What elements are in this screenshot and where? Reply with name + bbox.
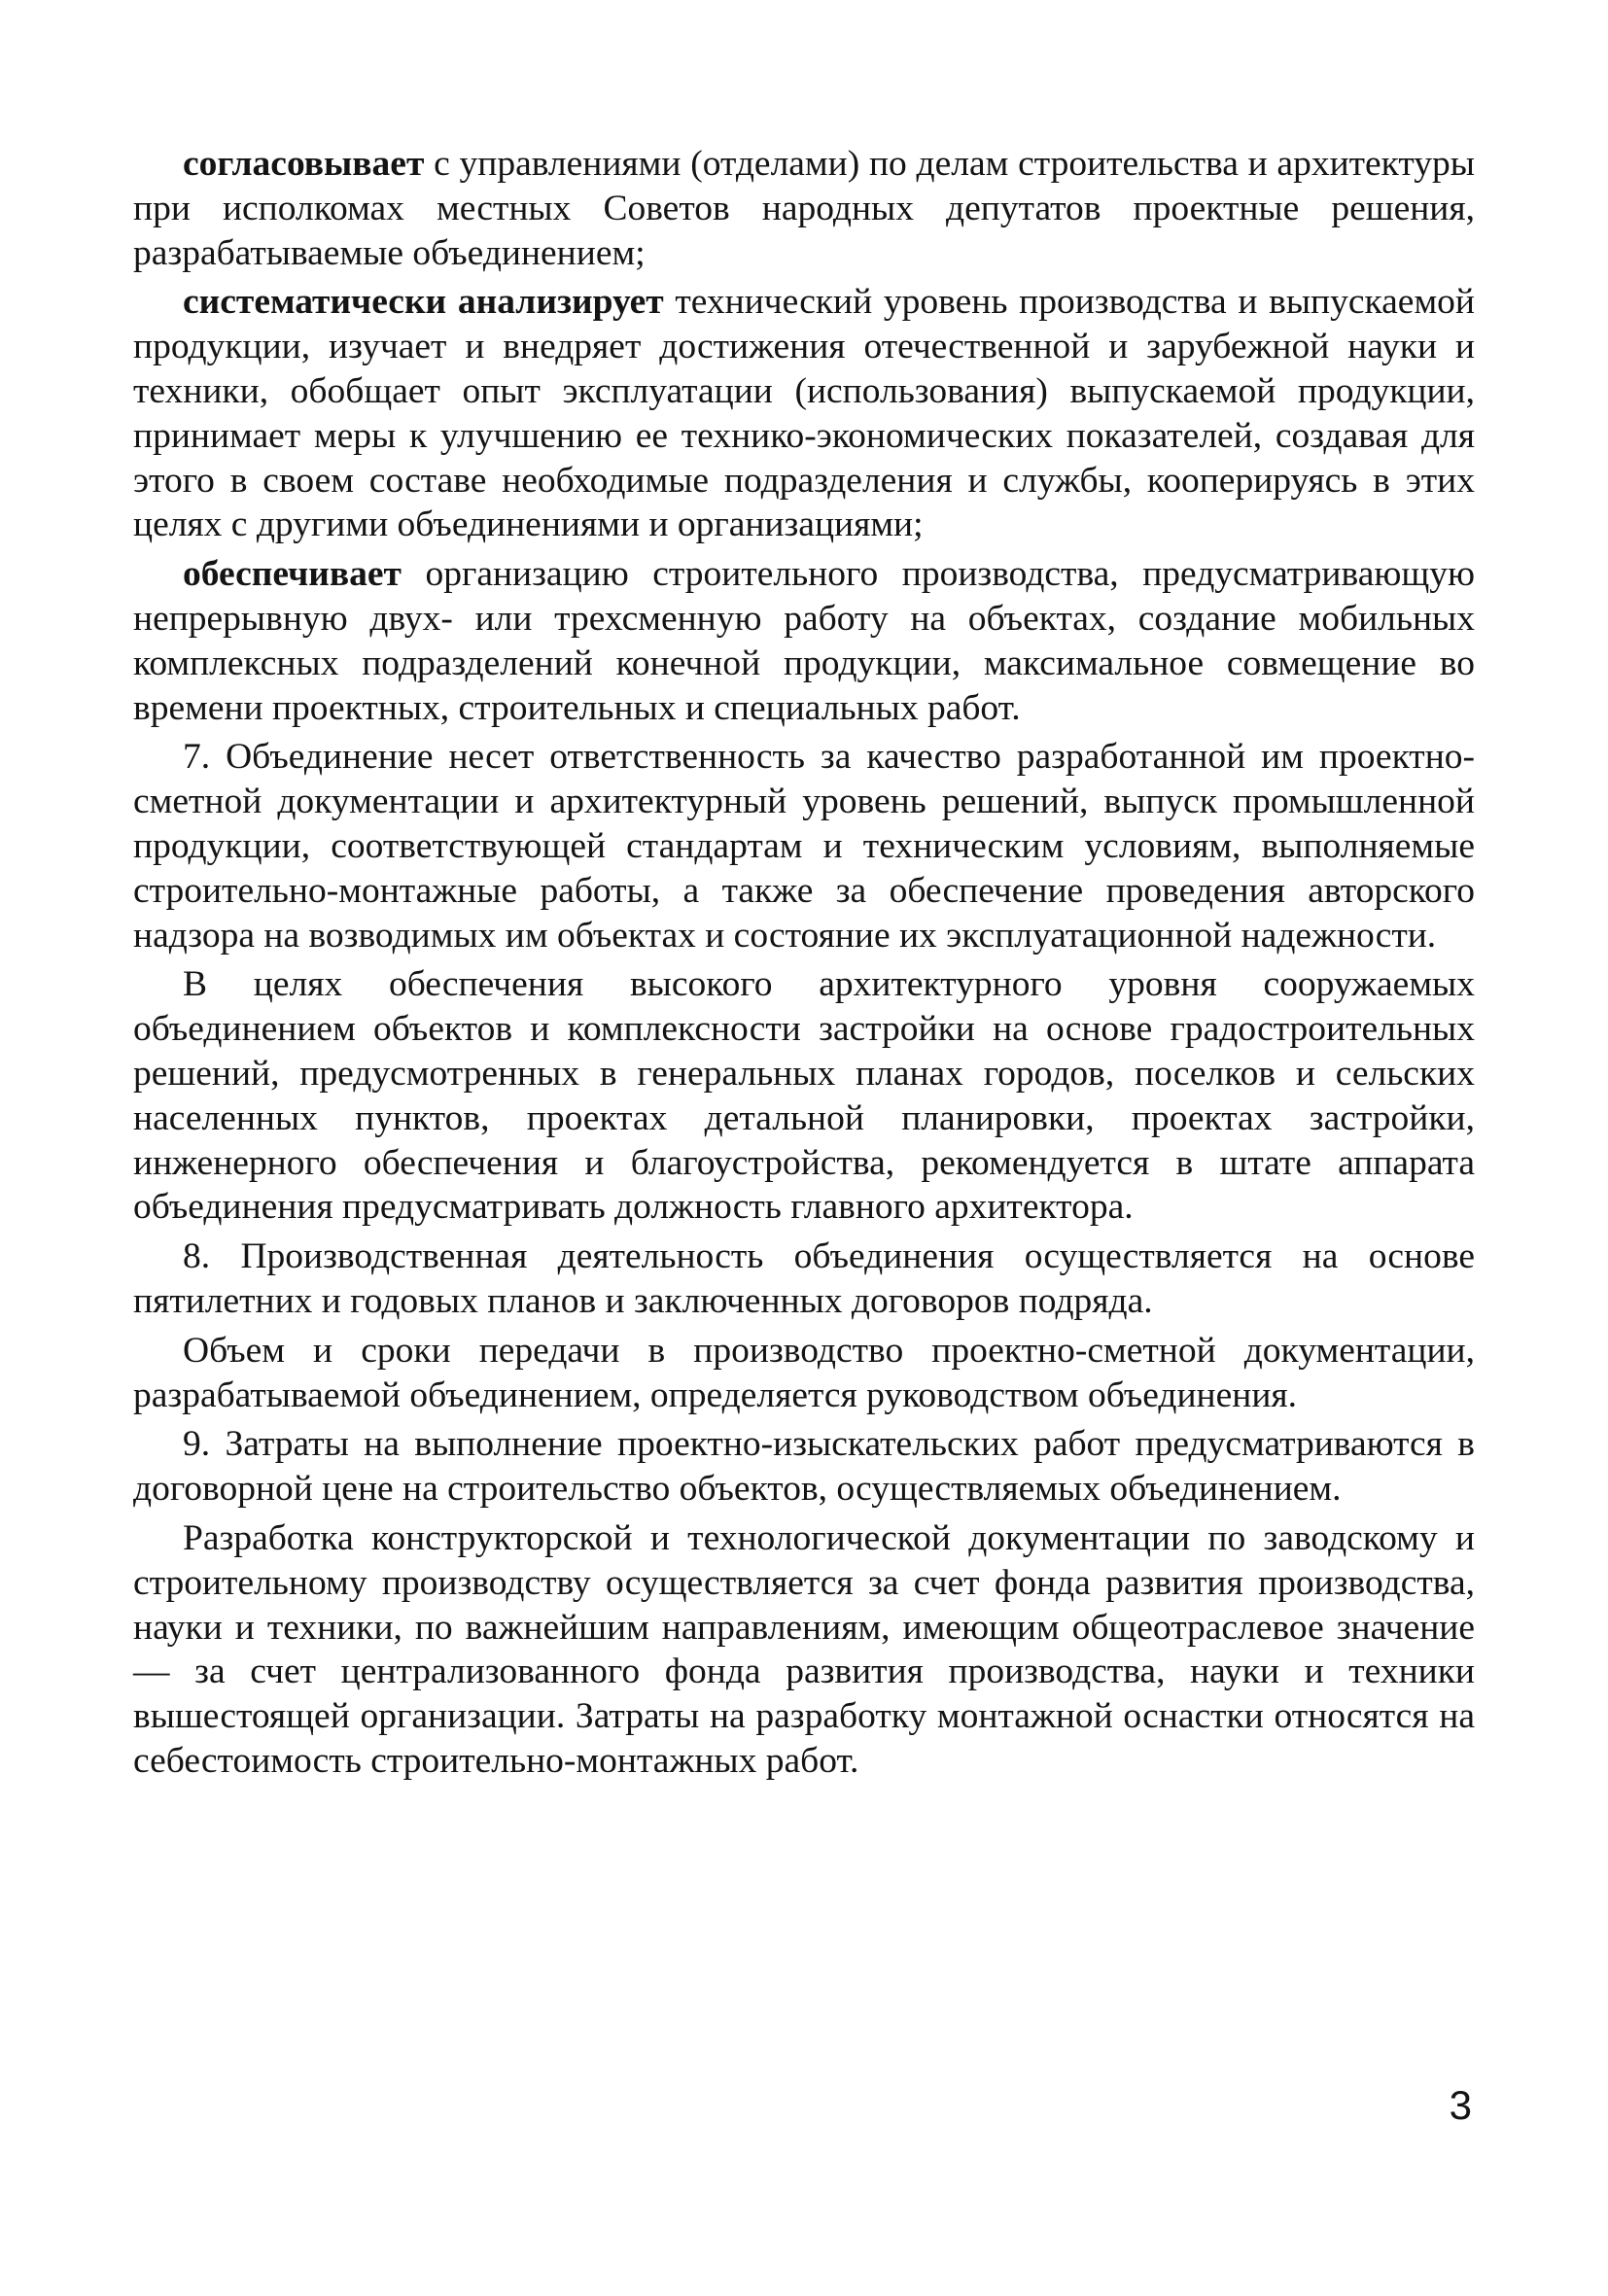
body-text	[133, 142, 1475, 1789]
paragraph-9-text: Разработка конструкторской и технологической документации по заводскому и строительному производству осуществляется за счет фонда развития производства, науки и техники, по важнейшим направлениям, имеющим общеотраслевое значение — за счет централизованного фонда развития производства, науки и техники вышестоящей организации. Затраты на разработку монтажной оснастки относятся на себестоимость строительно-монтажных работ.	[133, 1517, 1475, 1781]
paragraph-5	[133, 962, 1475, 1230]
paragraph-6-text: 8. Производственная деятельность объединения осуществляется на основе пятилетних и годовых планов и заключенных договоров подряда.	[133, 1236, 1475, 1321]
paragraph-1	[133, 142, 1475, 275]
paragraph-7-text: Объем и сроки передачи в производство проектно-сметной документации, разрабатываемой объединением, определяется руководством объединения.	[133, 1330, 1475, 1415]
paragraph-8	[133, 1422, 1475, 1512]
paragraph-3-lead: обеспечивает	[183, 554, 402, 595]
paragraph-2	[133, 280, 1475, 547]
paragraph-4-text: 7. Объединение несет ответственность за качество разработанной им проектно-сметной документации и архитектурный уровень решений, выпуск промышленной продукции, соответствующей стандартам и техническим условиям, выполняемые строительно-монтажные работы, а также за обеспечение проведения авторского надзора на возводимых им объектах и состояние их эксплуатационной надежности.	[133, 737, 1475, 956]
paragraph-9	[133, 1516, 1475, 1784]
paragraph-8-text: 9. Затраты на выполнение проектно-изыскательских работ предусматриваются в договорной цене на строительство объектов, осуществляемых объединением.	[133, 1424, 1475, 1510]
paragraph-2-text: технический уровень производства и выпускаемой продукции, изучает и внедряет достижения отечественной и зарубежной науки и техники, обобщает опыт эксплуатации (использования) выпускаемой продукции, принимает меры к улучшению ее технико-экономических показателей, создавая для этого в своем составе необходимые подразделения и службы, кооперируясь в этих целях с другими объединениями и организациями;	[133, 282, 1475, 545]
paragraph-7	[133, 1329, 1475, 1418]
paragraph-1-lead: согласовывает	[183, 144, 425, 184]
page-number: 3	[1449, 2082, 1472, 2128]
paragraph-6	[133, 1235, 1475, 1324]
paragraph-2-lead: систематически анализирует	[183, 282, 664, 323]
paragraph-3	[133, 552, 1475, 730]
paragraph-1-text: с управлениями (отделами) по делам строительства и архитектуры при исполкомах местных Советов народных депутатов проектные решения, разрабатываемые объединением;	[133, 144, 1475, 273]
paragraph-5-text: В целях обеспечения высокого архитектурного уровня сооружаемых объединением объектов и комплексности застройки на основе градостроительных решений, предусмотренных в генеральных планах городов, поселков и сельских населенных пунктов, проектах детальной планировки, проектах застройки, инженерного обеспечения и благоустройства, рекомендуется в штате аппарата объединения предусматривать должность главного архитектора.	[133, 964, 1475, 1228]
paragraph-3-text: организацию строительного производства, предусматривающую непрерывную двух- или трехсменную работу на объектах, создание мобильных комплексных подразделений конечной продукции, максимальное совмещение во времени проектных, строительных и специальных работ.	[133, 554, 1475, 728]
paragraph-4	[133, 735, 1475, 957]
